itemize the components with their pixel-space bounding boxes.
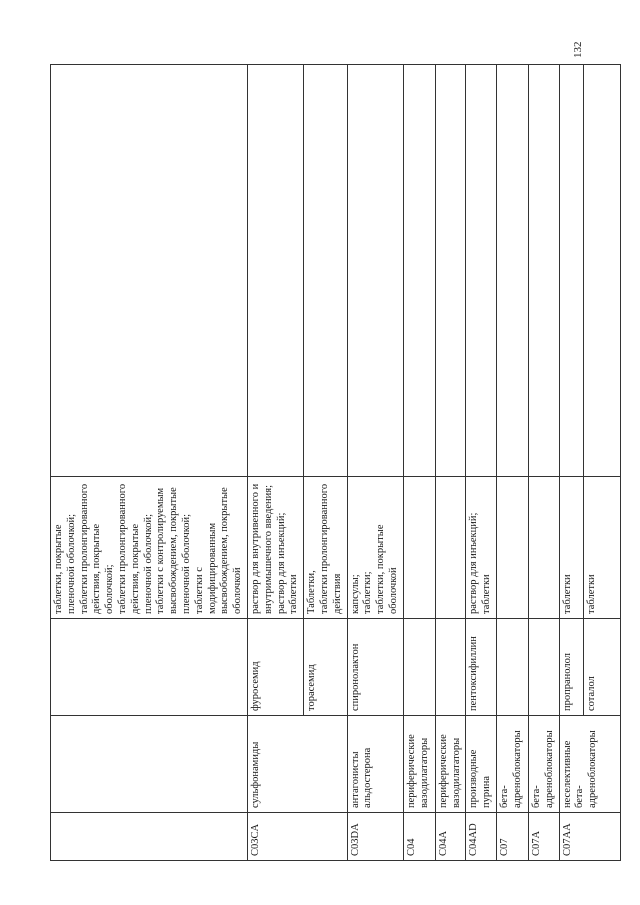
extra-cell xyxy=(435,65,466,477)
form-cell: таблетки xyxy=(583,477,620,619)
form-cell xyxy=(347,477,403,619)
form-cell xyxy=(51,477,248,619)
code-cell: C03DA xyxy=(347,813,403,861)
form-line: таблетки, покрытые пленочной оболочкой; xyxy=(53,513,77,614)
page-number: 132 xyxy=(572,41,584,58)
extra-cell xyxy=(466,65,497,477)
group-cell: периферические вазодилататоры xyxy=(403,716,435,813)
inn-cell: пропранолол xyxy=(559,619,583,716)
inn-cell: торасемид xyxy=(304,619,347,716)
table-row xyxy=(51,65,248,861)
code-cell: C04A xyxy=(435,813,466,861)
form-cell xyxy=(496,477,528,619)
extra-cell xyxy=(347,65,403,477)
form-line: капсулы; xyxy=(349,574,361,614)
extra-cell xyxy=(528,65,559,477)
form-line: таблетки, покрытые оболочкой xyxy=(375,524,399,614)
table-row xyxy=(466,65,497,861)
form-cell: раствор для инъекций; таблетки xyxy=(466,477,497,619)
form-line: таблетки пролонгированного действия, покрытые оболочкой; xyxy=(78,483,116,614)
table-row xyxy=(559,65,583,861)
group-cell: производные пурина xyxy=(466,716,497,813)
form-line: раствор для внутривенного и внутримышечного введения; xyxy=(249,483,274,614)
form-line: Таблетки, xyxy=(306,570,318,614)
inn-cell xyxy=(435,619,466,716)
inn-cell: фуросемид xyxy=(247,619,303,716)
table-row xyxy=(247,65,303,861)
group-cell: антагонисты альдостерона xyxy=(347,716,403,813)
code-cell: C04AD xyxy=(466,813,497,861)
group-cell: бета-адреноблокаторы xyxy=(528,716,559,813)
form-cell: таблетки xyxy=(559,477,583,619)
code-cell: C07A xyxy=(528,813,559,861)
form-line: таблетки пролонгированного действия xyxy=(318,483,343,614)
inn-cell xyxy=(528,619,559,716)
form-line: таблетки с контролируемым высвобождением, покрытые пленочной оболочкой; xyxy=(155,487,192,614)
form-line: таблетки пролонгированного действия, покрытые пленочной оболочкой; xyxy=(116,483,154,614)
form-line: таблетки; xyxy=(362,571,374,614)
form-cell xyxy=(435,477,466,619)
extra-cell xyxy=(247,65,303,477)
form-cell xyxy=(403,477,435,619)
table-row xyxy=(435,65,466,861)
inn-cell: соталол xyxy=(583,619,620,716)
code-cell: C07AA xyxy=(559,813,620,861)
extra-cell xyxy=(304,65,347,477)
extra-cell xyxy=(559,65,583,477)
table-row xyxy=(528,65,559,861)
code-cell xyxy=(51,813,248,861)
group-cell: сульфонамиды xyxy=(247,716,347,813)
extra-cell xyxy=(496,65,528,477)
extra-cell xyxy=(51,65,248,477)
medicines-table xyxy=(50,64,621,861)
form-cell xyxy=(528,477,559,619)
code-cell: C04 xyxy=(403,813,435,861)
inn-cell xyxy=(51,619,248,716)
group-cell: неселективные бета-адреноблокаторы xyxy=(559,716,620,813)
code-cell: C07 xyxy=(496,813,528,861)
table-row xyxy=(403,65,435,861)
group-cell: бета-адреноблокаторы xyxy=(496,716,528,813)
group-cell xyxy=(51,716,248,813)
rotated-table-page xyxy=(50,65,599,861)
inn-cell: спиронолактон xyxy=(347,619,403,716)
inn-cell xyxy=(496,619,528,716)
inn-cell: пентоксифиллин xyxy=(466,619,497,716)
form-line: таблетки с модифицированным высвобождением, покрытые оболочкой xyxy=(193,487,244,614)
table-row xyxy=(347,65,403,861)
inn-cell xyxy=(403,619,435,716)
code-cell: C03CA xyxy=(247,813,347,861)
form-line: раствор для инъекций; таблетки xyxy=(275,512,300,614)
table-row xyxy=(496,65,528,861)
form-cell xyxy=(304,477,347,619)
extra-cell xyxy=(583,65,620,477)
extra-cell xyxy=(403,65,435,477)
form-cell xyxy=(247,477,303,619)
group-cell: периферические вазодилататоры xyxy=(435,716,466,813)
